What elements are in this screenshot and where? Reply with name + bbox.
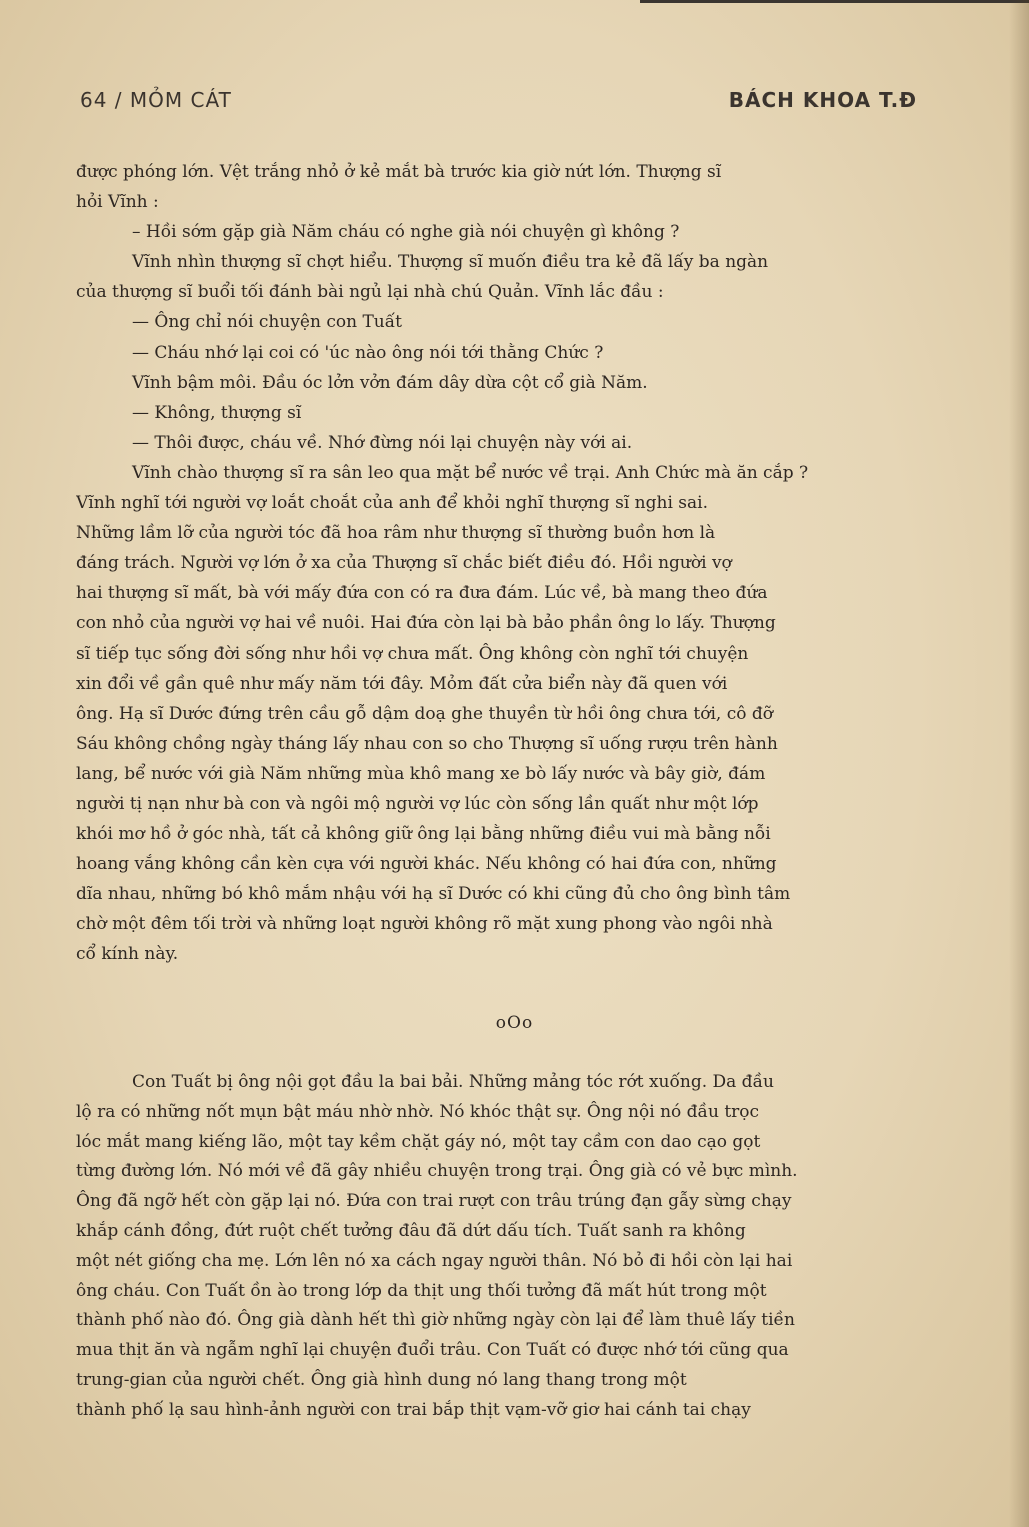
text-line: đáng trách. Người vợ lớn ở xa của Thượng sĩ chắc biết điều đó. Hồi người vợ bbox=[76, 553, 732, 574]
running-header bbox=[80, 88, 917, 118]
text-line: người tị nạn như bà con và ngôi mộ người vợ lúc còn sống lần quất như một lớp bbox=[76, 793, 759, 814]
text-line: của thượng sĩ buổi tối đánh bài ngủ lại nhà chú Quản. Vĩnh lắc đầu : bbox=[76, 282, 664, 303]
text-line: hoang vắng không cần kèn cựa với người khác. Nếu không có hai đứa con, những bbox=[76, 854, 777, 875]
text-line: từng đường lớn. Nó mới về đã gây nhiều chuyện trong trại. Ông già có vẻ bực mình. bbox=[76, 1161, 798, 1182]
text-line: Vĩnh nhìn thượng sĩ chợt hiểu. Thượng sĩ muốn điều tra kẻ đã lấy ba ngàn bbox=[132, 252, 769, 273]
text-line: ông cháu. Con Tuất ồn ào trong lớp da thịt ung thối tưởng đã mất hút trong một bbox=[76, 1280, 767, 1301]
text-line: một nét giống cha mẹ. Lớn lên nó xa cách ngay người thân. Nó bỏ đi hồi còn lại hai bbox=[76, 1250, 793, 1271]
text-line: — Không, thượng sĩ bbox=[132, 402, 302, 423]
text-line: khắp cánh đồng, đứt ruột chết tưởng đâu đã dứt dấu tích. Tuất sanh ra không bbox=[76, 1220, 746, 1241]
text-line: lộ ra có những nốt mụn bật máu nhờ nhờ. Nó khóc thật sự. Ông nội nó đầu trọc bbox=[76, 1101, 760, 1122]
text-line: khói mơ hồ ở góc nhà, tất cả không giữ ông lại bằng những điều vui mà bằng nỗi bbox=[76, 824, 771, 845]
text-line: Vĩnh chào thượng sĩ ra sân leo qua mặt bể nước về trại. Anh Chức mà ăn cắp ? bbox=[132, 462, 809, 483]
page-edge-line bbox=[640, 0, 1029, 3]
text-line: mua thịt ăn và ngẫm nghĩ lại chuyện đuổi trâu. Con Tuất có được nhớ tới cũng qua bbox=[76, 1340, 789, 1361]
text-line: sĩ tiếp tục sống đời sống như hồi vợ chưa mất. Ông không còn nghĩ tới chuyện bbox=[76, 643, 749, 664]
text-line: thành phố lạ sau hình-ảnh người con trai bắp thịt vạm-vỡ giơ hai cánh tai chạy bbox=[76, 1399, 751, 1420]
text-block-1 bbox=[76, 157, 916, 970]
text-line: Vĩnh bậm môi. Đầu óc lởn vởn đám dây dừa cột cổ già Năm. bbox=[132, 372, 648, 393]
text-line: ông. Hạ sĩ Dước đứng trên cầu gỗ dậm doạ ghe thuyền từ hồi ông chưa tới, cô đỡ bbox=[76, 703, 773, 724]
text-line: chờ một đêm tối trời và những loạt người không rõ mặt xung phong vào ngôi nhà bbox=[76, 914, 773, 935]
text-line: cổ kính này. bbox=[76, 944, 179, 965]
text-line: xin đổi về gần quê như mấy năm tới đây. Mỏm đất cửa biển này đã quen với bbox=[76, 673, 728, 694]
text-line: Những lầm lỡ của người tóc đã hoa râm như thượng sĩ thường buồn hơn là bbox=[76, 523, 716, 544]
text-line: — Ông chỉ nói chuyện con Tuất bbox=[132, 312, 402, 333]
text-line: trung-gian của người chết. Ông già hình dung nó lang thang trong một bbox=[76, 1369, 687, 1390]
text-line: Vĩnh nghĩ tới người vợ loắt choắt của anh để khỏi nghĩ thượng sĩ nghi sai. bbox=[76, 493, 708, 514]
text-line: Ông đã ngỡ hết còn gặp lại nó. Đứa con trai rượt con trâu trúng đạn gẫy sừng chạy bbox=[76, 1191, 792, 1212]
section-divider: oOo bbox=[495, 1013, 534, 1033]
text-line: lóc mắt mang kiếng lão, một tay kềm chặt gáy nó, một tay cầm con dao cạo gọt bbox=[76, 1131, 761, 1152]
text-line: lang, bể nước với già Năm những mùa khô mang xe bò lấy nước và bây giờ, đám bbox=[76, 763, 766, 784]
publication-name: BÁCH KHOA T.Đ bbox=[728, 88, 917, 112]
text-line: — Thôi được, cháu về. Nhớ đừng nói lại chuyện này với ai. bbox=[132, 432, 633, 453]
text-line: con nhỏ của người vợ hai về nuôi. Hai đứa còn lại bà bảo phần ông lo lấy. Thượng bbox=[76, 613, 776, 634]
text-line: thành phố nào đó. Ông già dành hết thì giờ những ngày còn lại để làm thuê lấy tiền bbox=[76, 1310, 795, 1331]
text-line: dĩa nhau, những bó khô mắm nhậu với hạ sĩ Dước có khi cũng đủ cho ông bình tâm bbox=[76, 884, 791, 905]
text-line: Sáu không chồng ngày tháng lấy nhau con so cho Thượng sĩ uống rượu trên hành bbox=[76, 733, 778, 754]
text-line: được phóng lớn. Vệt trắng nhỏ ở kẻ mắt bà trước kia giờ nứt lớn. Thượng sĩ bbox=[76, 162, 722, 182]
text-line: — Cháu nhớ lại coi có 'úc nào ông nói tới thằng Chức ? bbox=[132, 342, 604, 363]
page-edge-shadow bbox=[1009, 0, 1029, 1527]
page-number-and-title: 64 / MỎM CÁT bbox=[80, 88, 232, 112]
text-line: hỏi Vĩnh : bbox=[76, 192, 159, 213]
text-block-2 bbox=[76, 1068, 916, 1426]
text-line: – Hồi sớm gặp già Năm cháu có nghe già nói chuyện gì không ? bbox=[132, 222, 680, 243]
text-line: Con Tuất bị ông nội gọt đầu la bai bải. Những mảng tóc rớt xuống. Da đầu bbox=[132, 1072, 774, 1092]
text-line: hai thượng sĩ mất, bà với mấy đứa con có ra đưa đám. Lúc về, bà mang theo đứa bbox=[76, 583, 768, 604]
